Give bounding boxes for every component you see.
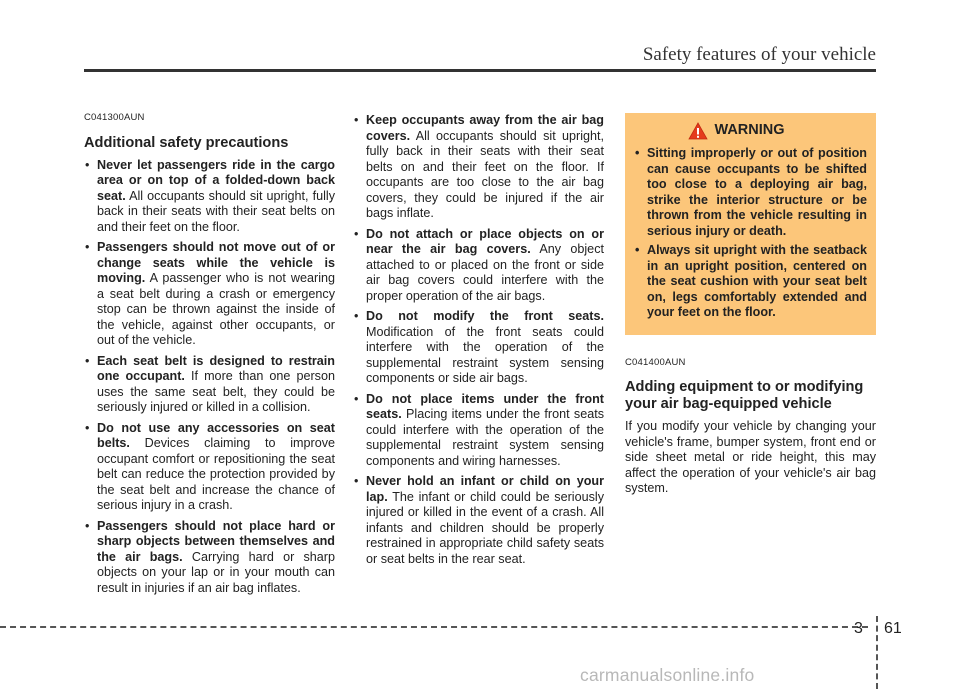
warning-item: • Sitting improperly or out of position can cause occupants to be shifted too close to a deploying air bag, strike the interior structure or be thrown from the vehicle resulting in serious injury or death. — [634, 146, 867, 239]
page-number: 61 — [884, 620, 902, 637]
item-lead: Each seat belt is designed to restrain one occupant. — [97, 353, 335, 383]
item-lead: Keep occupants away from the air bag covers. — [366, 113, 604, 143]
item-lead: Never let passengers ride in the cargo area or on top of a folded-down back seat. — [97, 157, 335, 203]
section-body: If you modify your vehicle by changing your vehicle's frame, bumper system, front end or side sheet metal or ride height, this may affect the operation of your vehicle's air bag system. — [625, 419, 876, 495]
item-text: Any object attached to or placed on the front or side air bag covers could interfere with the proper operation of the air bags. — [366, 242, 604, 303]
item-text: A passenger who is not wearing a seat belt during a crash or emergency stop can be thrown against the inside of the vehicle, against other occupants, or out of the vehicle. — [97, 271, 335, 347]
list-item — [353, 474, 604, 567]
header-rule — [84, 69, 876, 72]
section-title: Additional safety precautions — [84, 134, 289, 151]
section-title: Adding equipment to or modifying your air bag-equipped vehicle — [625, 379, 864, 412]
section-code: C041400AUN — [625, 356, 686, 368]
item-text: Devices claiming to improve occupant comfort or repositioning the seat belt can reduce the protection provided by the seat belt and increase the chance of serious injury in a crash. — [97, 436, 335, 512]
footer-divider — [876, 616, 878, 689]
warning-item: • Always sit upright with the seatback in an upright position, centered on the seat cushion with your seat belt on, legs comfortably extended and your feet on the floor. — [634, 243, 867, 321]
warning-title: WARNING — [714, 122, 785, 139]
warning-header — [606, 122, 867, 140]
page-header-title: Safety features of your vehicle — [642, 44, 876, 65]
warning-triangle-icon — [688, 122, 708, 140]
list-item — [84, 240, 335, 349]
item-lead: Do not place items under the front seats. — [366, 391, 604, 421]
item-lead: Never hold an infant or child on your lap. — [366, 474, 604, 504]
column-1 — [84, 110, 335, 601]
list-item — [353, 392, 604, 470]
item-text: All occupants should sit upright, fully back in their seats with their seat belts on and their feet on the floor. If occupants are too close to the air bag covers, they could be injured if the air bags inflate. — [366, 128, 604, 220]
column-2 — [353, 113, 604, 572]
item-lead: Do not attach or place objects on or near the air bag covers. — [366, 226, 604, 256]
list-item — [84, 519, 335, 597]
list-item — [84, 421, 335, 514]
precautions-list — [84, 158, 335, 597]
section-code: C041300AUN — [84, 112, 145, 123]
warning-list — [634, 146, 867, 321]
item-lead: Passengers should not place hard or sharp objects between themselves and the air bags. — [97, 518, 335, 564]
chapter-number: 3 — [854, 620, 863, 637]
item-lead: Do not modify the front seats. — [366, 309, 604, 323]
list-item — [353, 227, 604, 305]
list-item — [84, 158, 335, 236]
watermark: carmanualsonline.info — [580, 665, 755, 685]
footer-rule — [0, 626, 868, 628]
list-item — [353, 113, 604, 222]
item-text: All occupants should sit upright, fully back in their seats with their seat belts on and their feet on the floor. — [97, 188, 335, 234]
item-text: Modification of the front seats could interfere with the operation of the supplemental restraint system sensing components or side air bags. — [366, 324, 604, 385]
item-lead: Do not use any accessories on seat belts. — [97, 420, 335, 450]
column-3 — [625, 113, 876, 497]
warning-box — [625, 113, 876, 335]
item-lead: Passengers should not move out of or change seats while the vehicle is moving. — [97, 240, 335, 285]
item-text: The infant or child could be seriously injured or killed in the event of a crash. All infants and children should be properly restrained in appropriate child safety seats or seat belts in the rear seat. — [366, 489, 604, 566]
precautions-list-continued — [353, 113, 604, 567]
item-text: Carrying hard or sharp objects on your lap or in your mouth can result in injuries if an air bag inflates. — [97, 549, 335, 595]
list-item — [84, 354, 335, 416]
item-text: Placing items under the front seats could interfere with the operation of the supplemental restraint system sensing components and wiring harnesses. — [366, 407, 604, 468]
item-text: If more than one person uses the same seat belt, they could be seriously injured or killed in a collision. — [97, 369, 335, 414]
list-item — [353, 309, 604, 387]
